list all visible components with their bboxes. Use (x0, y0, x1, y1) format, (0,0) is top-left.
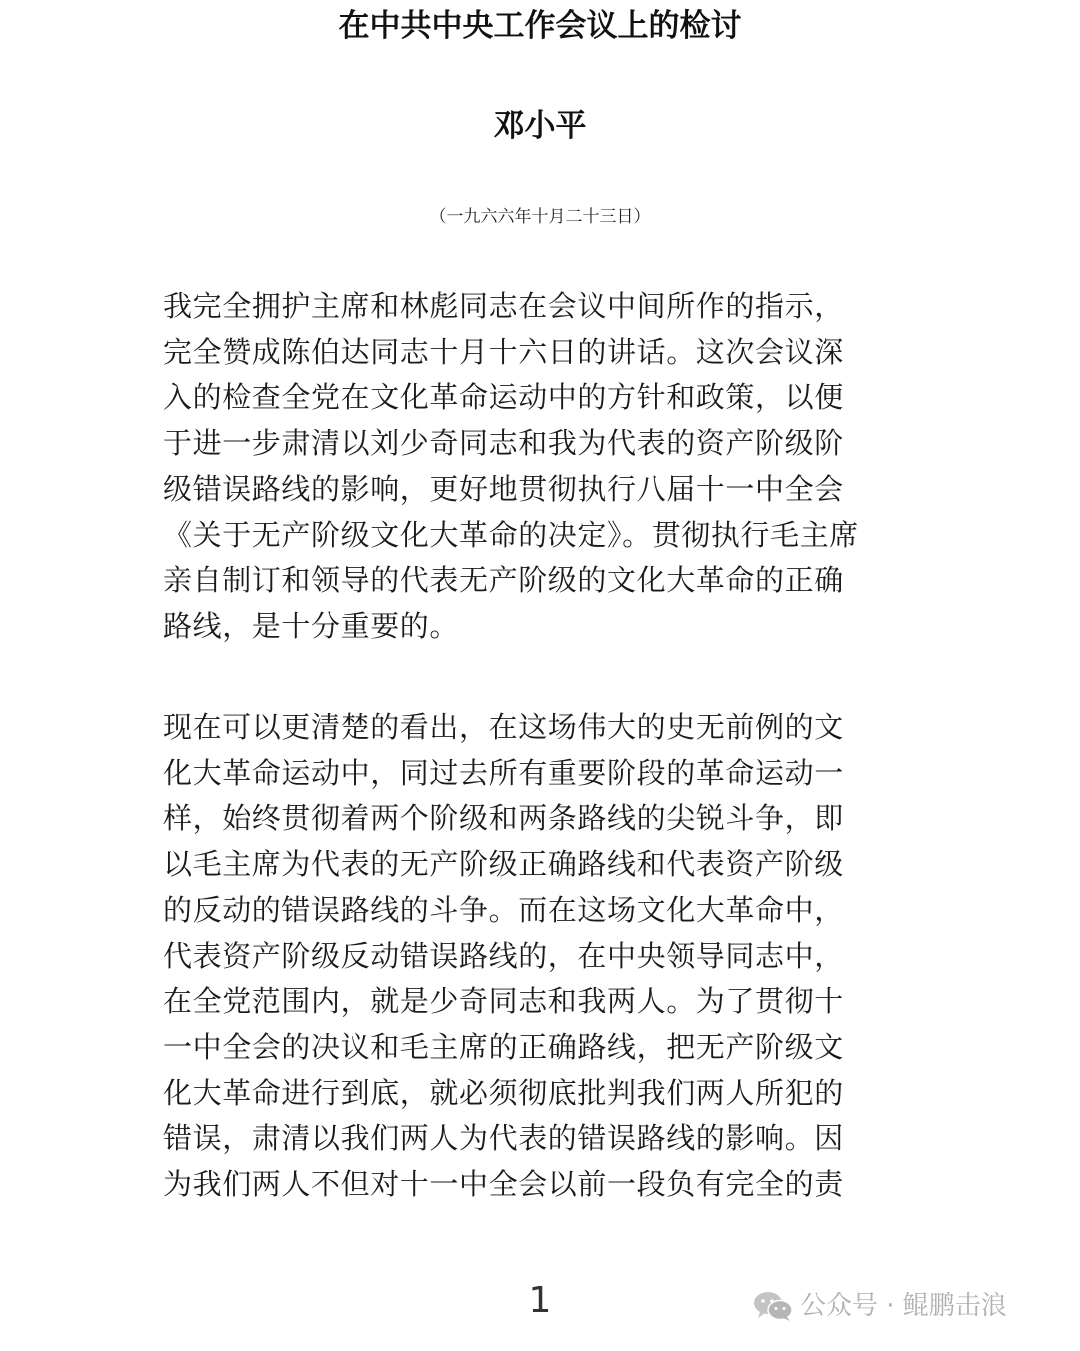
paragraph-line: 《关于无产阶级文化大革命的决定》。贯彻执行毛主席 (163, 517, 859, 552)
page-number: 1 (528, 1280, 552, 1321)
paragraph-line: 路线，是十分重要的。 (163, 608, 460, 643)
paragraph-line: 为我们两人不但对十一中全会以前一段负有完全的责 (163, 1167, 844, 1202)
paragraph-line: 错误，肃清以我们两人为代表的错误路线的影响。因 (163, 1121, 844, 1156)
document-date: （一九六六年十月二十三日） (429, 207, 651, 227)
paragraph-1 (163, 284, 919, 650)
paragraph-line: 于进一步肃清以刘少奇同志和我为代表的资产阶级阶 (163, 426, 844, 461)
document-title: 在中共中央工作会议上的检讨 (338, 8, 742, 44)
paragraph-line: 一中全会的决议和毛主席的正确路线，把无产阶级文 (163, 1029, 844, 1064)
document-author: 邓小平 (493, 108, 587, 144)
paragraph-line: 的反动的错误路线的斗争。而在这场文化大革命中， (163, 892, 844, 927)
paragraph-line: 样，始终贯彻着两个阶级和两条路线的尖锐斗争，即 (163, 801, 844, 836)
paragraph-line: 亲自制订和领导的代表无产阶级的文化大革命的正确 (163, 563, 844, 598)
paragraph-line: 化大革命运动中，同过去所有重要阶段的革命运动一 (163, 755, 844, 790)
paragraph-line: 现在可以更清楚的看出，在这场伟大的史无前例的文 (163, 710, 844, 744)
paragraph-line: 化大革命进行到底，就必须彻底批判我们两人所犯的 (163, 1075, 844, 1110)
paragraph-line: 我完全拥护主席和林彪同志在会议中间所作的指示， (163, 289, 844, 323)
watermark-text: 公众号 · 鲲鹏击浪 (800, 1291, 1007, 1321)
watermark (752, 1286, 1007, 1326)
paragraph-line: 级错误路线的影响，更好地贯彻执行八届十一中全会 (163, 471, 844, 506)
paragraph-line: 在全党范围内，就是少奇同志和我两人。为了贯彻十 (163, 984, 844, 1019)
paragraph-line: 完全赞成陈伯达同志十月十六日的讲话。这次会议深 (163, 334, 844, 369)
wechat-icon (752, 1290, 794, 1322)
paragraph-2 (163, 705, 919, 1208)
paragraph-line: 代表资产阶级反动错误路线的，在中央领导同志中， (163, 938, 844, 973)
paragraph-line: 以毛主席为代表的无产阶级正确路线和代表资产阶级 (163, 847, 844, 882)
paragraph-line: 入的检查全党在文化革命运动中的方针和政策，以便 (163, 380, 844, 415)
